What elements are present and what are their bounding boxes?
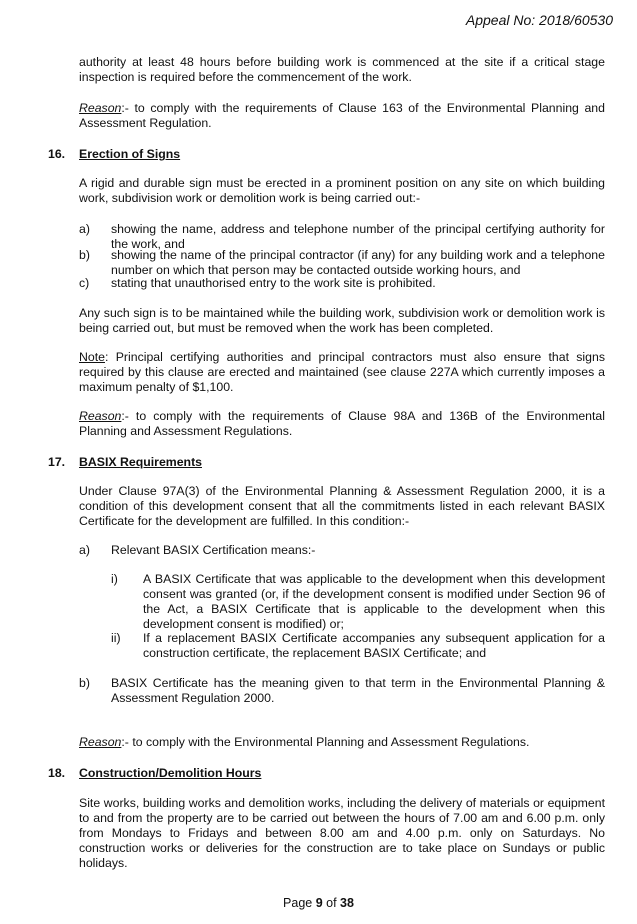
subitem-i-text: A BASIX Certificate that was applicable to the development when this development consent was granted (or, if the development consent is modified under Section 96 of the Act, a BASIX Certificate that is applicable to the development when this development consent is modified) or; [143,572,605,631]
page-total: 38 [340,896,354,910]
section-17-reason [79,735,605,750]
section-18-number: 18. [48,766,66,780]
reason-text: :- to comply with the requirements of Clause 98A and 136B of the Environmental Planning and Assessment Regulations. [79,409,605,438]
page-of: of [322,896,341,910]
item-a-label: a) [79,543,90,557]
page-footer [0,896,637,911]
section-18-title: Construction/Demolition Hours [79,766,262,780]
item-a-text: Relevant BASIX Certification means:- [111,543,316,557]
section-16-title: Erection of Signs [79,147,181,161]
intro-reason [79,101,605,131]
item-a-label: a) [79,222,90,236]
section-17-number: 17. [48,455,66,469]
item-b-label: b) [79,248,90,262]
section-16-reason [79,409,605,439]
item-c-text: stating that unauthorised entry to the work site is prohibited. [111,276,436,290]
subitem-ii-text: If a replacement BASIX Certificate accompanies any subsequent application for a construction certificate, the replacement BASIX Certificate; and [143,631,605,660]
reason-text: :- to comply with the Environmental Planning and Assessment Regulations. [121,735,530,749]
note-text: : Principal certifying authorities and principal contractors must also ensure that signs required by this clause are erected and maintained (see clause 227A which currently imposes a maximum penalty of $1,100. [79,350,605,394]
section-17-paragraph-1: Under Clause 97A(3) of the Environmental Planning & Assessment Regulation 2000, it is a condition of this development consent that all the commitments listed in each relevant BASIX Certificate for the development are fulfilled. In this condition:- [79,484,605,528]
page-prefix: Page [283,896,316,910]
subitem-ii-label: ii) [111,631,121,645]
note-label: Note [79,350,105,364]
section-16-paragraph-1: A rigid and durable sign must be erected in a prominent position on any site on which building work, subdivision work or demolition work is being carried out:- [79,176,605,205]
item-b-label: b) [79,676,90,690]
subitem-i-label: i) [111,572,118,586]
appeal-number: Appeal No: 2018/60530 [465,12,613,28]
reason-text: :- to comply with the requirements of Clause 163 of the Environmental Planning and Assessment Regulation. [79,101,605,130]
reason-label: Reason [79,735,122,749]
section-18-paragraph-1: Site works, building works and demolition works, including the delivery of materials or equipment to and from the property are to be carried out between the hours of 7.00 am and 6.00 p.m. only from Mondays to Fridays and between 8.00 am and 4.00 p.m. only on Saturdays. No construction works or deliveries for the construction are to take place on Sundays or public holidays. [79,796,605,870]
page-number: 9 [315,896,323,910]
item-c-label: c) [79,276,90,290]
section-16-number: 16. [48,147,66,161]
item-a-text: showing the name, address and telephone number of the principal certifying authority for the work, and [111,222,605,251]
item-b-text: BASIX Certificate has the meaning given to that term in the Environmental Planning & Assessment Regulation 2000. [111,676,605,705]
section-16-note [79,350,605,395]
reason-label: Reason [79,409,122,423]
section-17-title: BASIX Requirements [79,455,202,469]
section-16-paragraph-2: Any such sign is to be maintained while the building work, subdivision work or demolition work is being carried out, but must be removed when the work has been completed. [79,306,605,335]
reason-label: Reason [79,101,122,115]
intro-paragraph: authority at least 48 hours before building work is commenced at the site if a critical stage inspection is required before the commencement of the work. [79,55,605,84]
item-b-text: showing the name of the principal contractor (if any) for any building work and a telephone number on which that person may be contacted outside working hours, and [111,248,605,277]
